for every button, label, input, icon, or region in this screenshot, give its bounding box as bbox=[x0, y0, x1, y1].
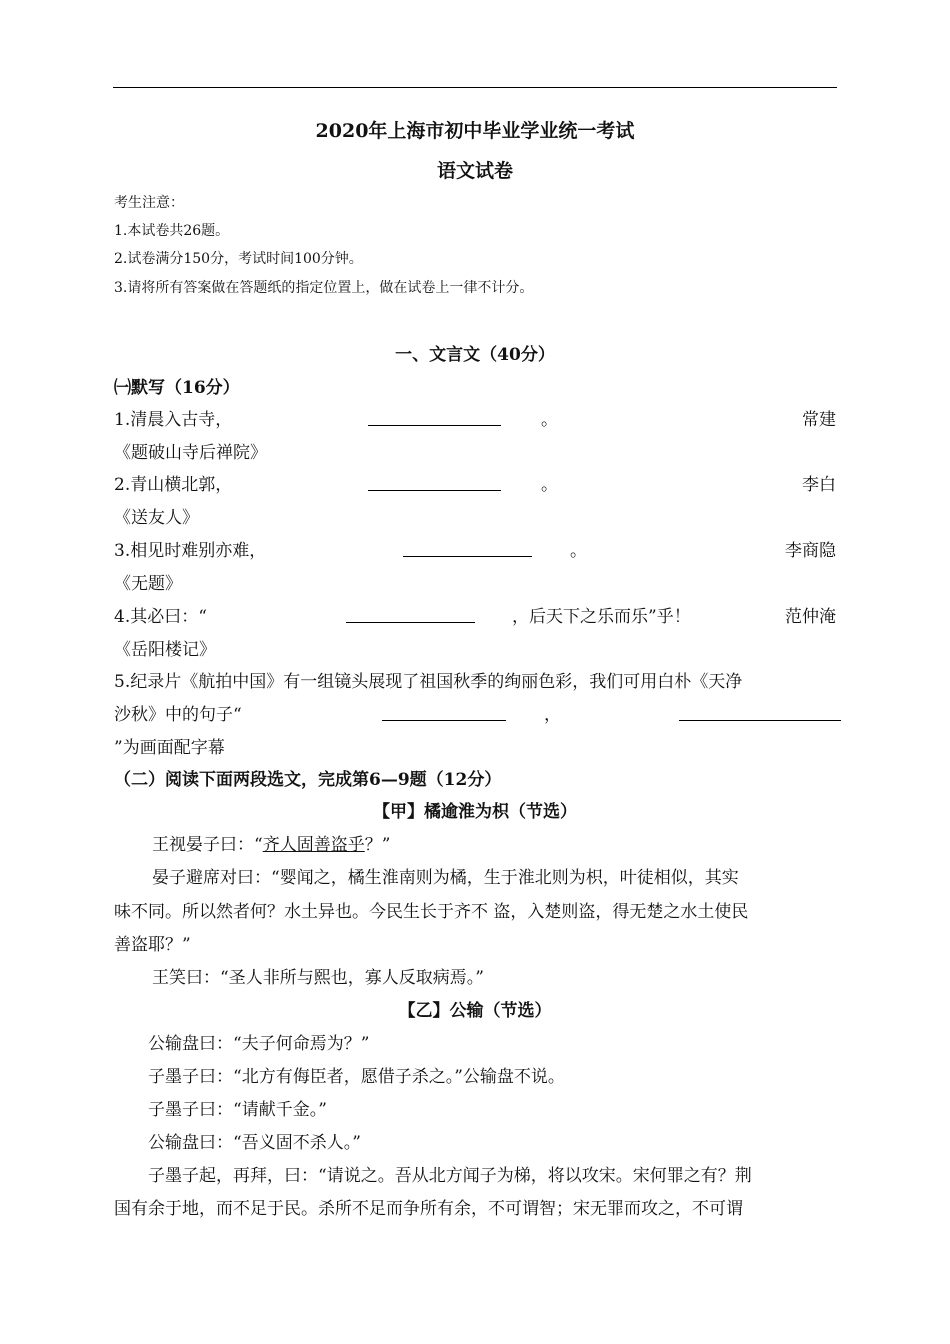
q2-end: 。 bbox=[541, 475, 558, 495]
q1-source: 《题破山寺后禅院》 bbox=[114, 443, 267, 463]
notice-item-2: 2.试卷满分150分，考试时间100分钟。 bbox=[114, 251, 363, 267]
exam-title: 2020年上海市初中毕业学业统一考试 bbox=[315, 120, 635, 142]
q3-source: 《无题》 bbox=[114, 574, 182, 594]
passage-yi-title: 【乙】公输（节选） bbox=[398, 1001, 552, 1021]
exam-subtitle: 语文试卷 bbox=[436, 160, 513, 182]
q1-lead: 1.清晨入古寺， bbox=[114, 410, 233, 430]
q2-source: 《送友人》 bbox=[114, 508, 199, 528]
q1-end: 。 bbox=[541, 410, 558, 430]
q3-end: 。 bbox=[570, 541, 587, 561]
passage-jia-title: 【甲】橘逾淮为枳（节选） bbox=[373, 802, 577, 822]
yi-last-paragraph-line-2: 国有余于地，而不足于民。杀所不足而争所有余，不可谓智；宋无罪而攻之，不可谓 bbox=[114, 1199, 743, 1219]
jia-paragraph-2-line-1: 晏子避席对曰：“婴闻之，橘生淮南则为橘，生于淮北则为枳，叶徒相似，其实 bbox=[152, 868, 739, 888]
q4-mid: ，后天下之乐而乐”乎！ bbox=[512, 607, 691, 627]
notice-item-1: 1.本试卷共26题。 bbox=[114, 223, 230, 239]
q3-lead: 3.相见时难别亦难， bbox=[114, 541, 267, 561]
yi-last-paragraph-line-1: 子墨子起，再拜，曰：“请说之。吾从北方闻子为梯，将以攻宋。宋何罪之有？荆 bbox=[148, 1166, 752, 1186]
q4-lead: 4.其必曰：“ bbox=[114, 607, 207, 627]
jia-paragraph-3: 王笑曰：“圣人非所与熙也，寡人反取病焉。” bbox=[152, 968, 484, 988]
q5-answer-blank-2[interactable] bbox=[679, 720, 841, 721]
notice-item-3: 3.请将所有答案做在答题纸的指定位置上，做在试卷上一律不计分。 bbox=[114, 280, 534, 296]
q2-answer-blank[interactable] bbox=[368, 490, 501, 491]
jia-paragraph-2-line-2: 味不同。所以然者何？水土异也。今民生长于齐不 盗，入楚则盗，得无楚之水土使民 bbox=[114, 902, 749, 922]
q5-line1: 5.纪录片《航拍中国》有一组镜头展现了祖国秋季的绚丽色彩，我们可用白朴《天净 bbox=[114, 672, 743, 692]
q3-answer-blank[interactable] bbox=[403, 556, 532, 557]
q5-answer-blank-1[interactable] bbox=[382, 720, 506, 721]
notice-heading: 考生注意： bbox=[114, 195, 184, 211]
yi-line-4: 公输盘曰：“吾义固不杀人。” bbox=[148, 1133, 361, 1153]
q5-line3: ”为画面配字幕 bbox=[114, 738, 225, 758]
q1-author: 常建 bbox=[802, 410, 836, 430]
q5-comma: ， bbox=[544, 705, 561, 725]
top-rule bbox=[113, 87, 837, 88]
yi-line-3: 子墨子曰：“请献千金。” bbox=[148, 1100, 327, 1120]
q3-author: 李商隐 bbox=[785, 541, 836, 561]
yi-line-1: 公输盘曰：“夫子何命焉为？” bbox=[148, 1034, 370, 1054]
part1-title: ㈠默写（16分） bbox=[114, 378, 240, 398]
q2-author: 李白 bbox=[802, 475, 836, 495]
q4-author: 范仲淹 bbox=[785, 607, 836, 627]
jia-underlined-phrase: 齐人固善盗乎 bbox=[262, 835, 365, 855]
q4-answer-blank[interactable] bbox=[346, 622, 475, 623]
q2-lead: 2.青山横北郭， bbox=[114, 475, 233, 495]
part2-title: （二）阅读下面两段选文，完成第6—9题（12分） bbox=[114, 770, 502, 790]
q5-line2-lead: 沙秋》中的句子“ bbox=[114, 705, 242, 725]
yi-line-2: 子墨子曰：“北方有侮臣者，愿借子杀之。”公输盘不说。 bbox=[148, 1067, 565, 1087]
q4-source: 《岳阳楼记》 bbox=[114, 640, 216, 660]
section-title: 一、文言文（40分） bbox=[395, 345, 555, 365]
jia-paragraph-1: 王视晏子曰：“齐人固善盗乎？” bbox=[152, 835, 391, 855]
q1-answer-blank[interactable] bbox=[368, 425, 501, 426]
jia-paragraph-2-line-3: 善盗耶？” bbox=[114, 935, 191, 955]
